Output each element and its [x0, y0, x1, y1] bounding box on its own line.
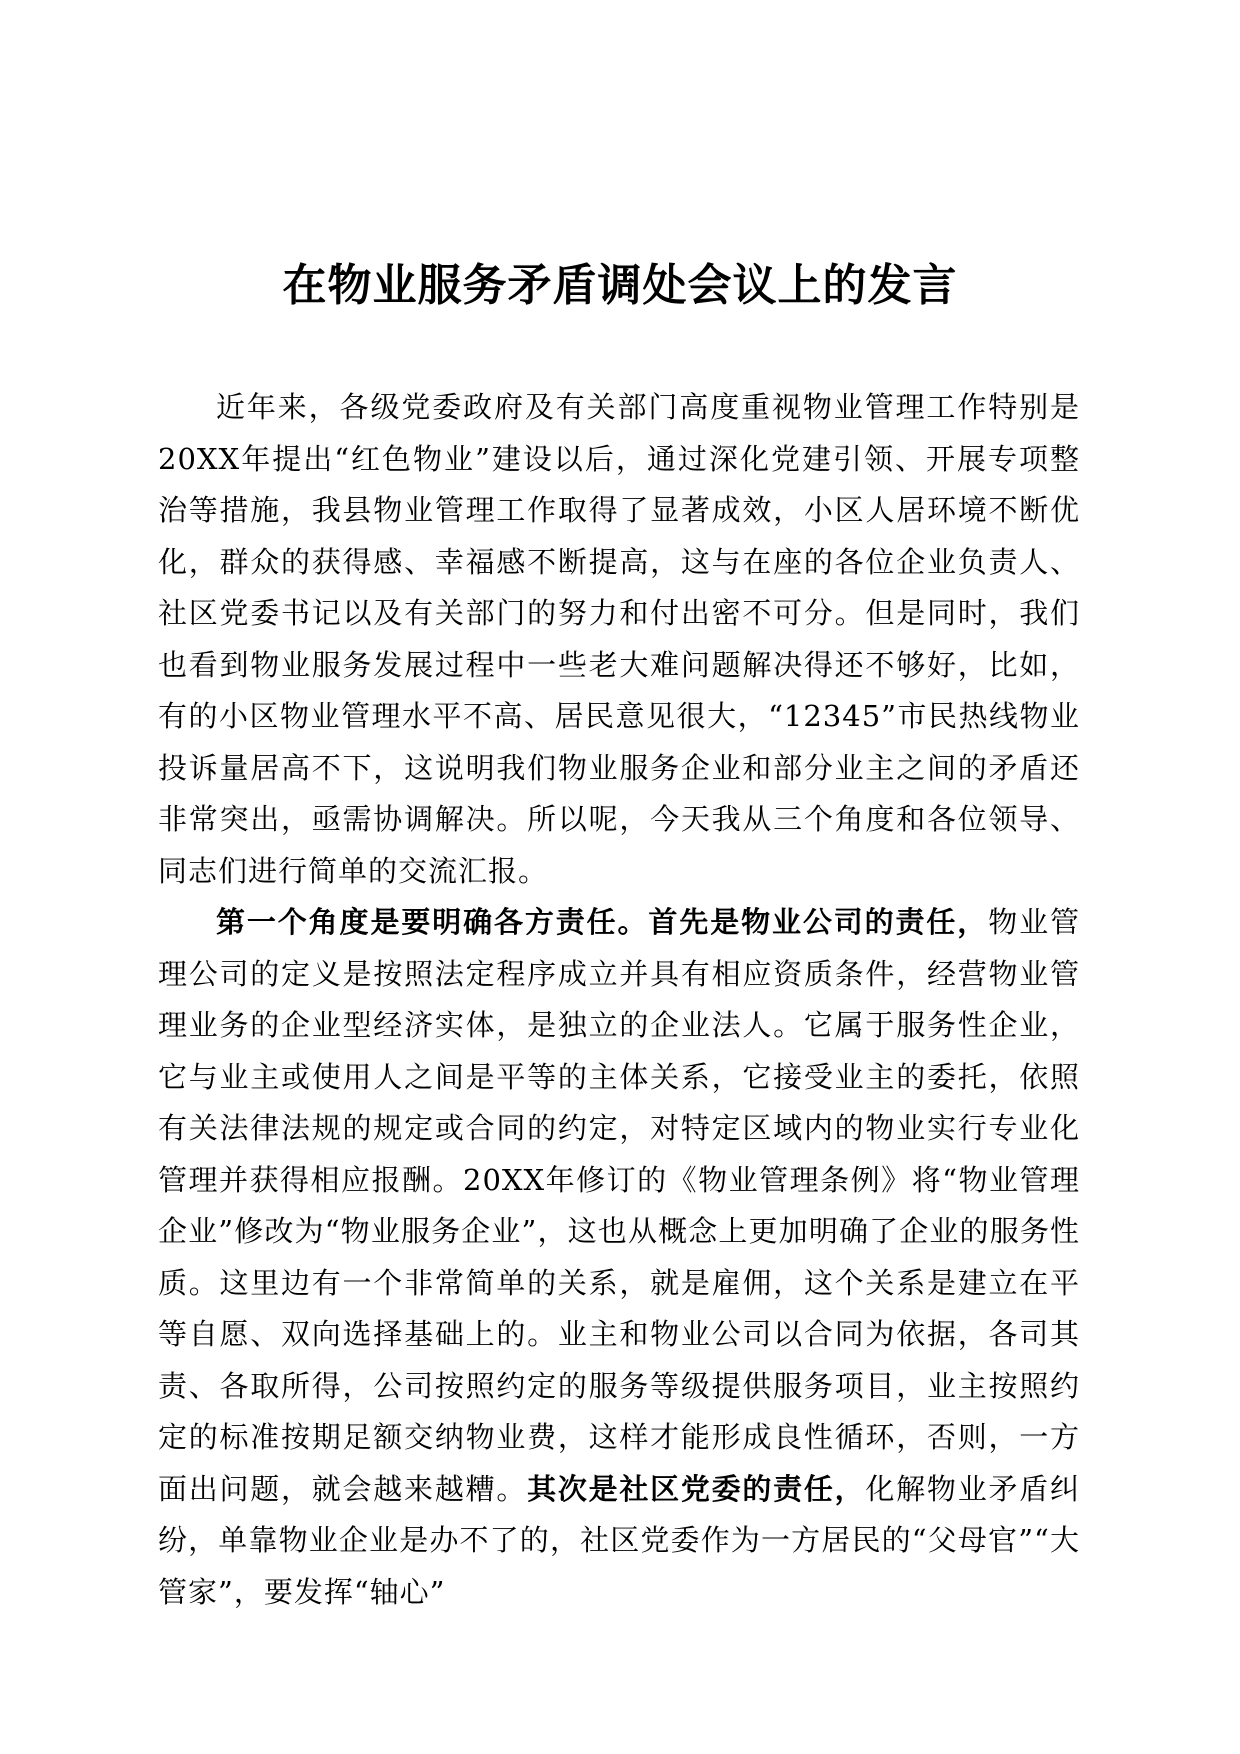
- document-title: 在物业服务矛盾调处会议上的发言: [282, 260, 958, 311]
- document-body: [158, 382, 1080, 1618]
- paragraph-intro: 近年来，各级党委政府及有关部门高度重视物业管理工作特别是20XX年提出“红色物业”建设以后，通过深化党建引领、开展专项整治等措施，我县物业管理工作取得了显著成效，小区人居环境不断优化，群众的获得感、幸福感不断提高，这与在座的各位企业负责人、社区党委书记以及有关部门的努力和付出密不可分。但是同时，我们也看到物业服务发展过程中一些老大难问题解决得还不够好，比如，有的小区物业管理水平不高、居民意见很大，“12345”市民热线物业投诉量居高不下，这说明我们物业服务企业和部分业主之间的矛盾还非常突出，亟需协调解决。所以呢，今天我从三个角度和各位领导、同志们进行简单的交流汇报。: [158, 390, 1080, 888]
- paragraph-subheading: 其次是社区党委的责任，: [527, 1471, 866, 1506]
- paragraph-text: 物业管理公司的定义是按照法定程序成立并具有相应资质条件，经营物业管理业务的企业型经济实体，是独立的企业法人。它属于服务性企业，它与业主或使用人之间是平等的主体关系，它接受业主的委托，依照有关法律法规的规定或合同的约定，对特定区域内的物业实行专业化管理并获得相应报酬。20XX年修订的《物业管理条例》将“物业管理企业”修改为“物业服务企业”，这也从概念上更加明确了企业的服务性质。这里边有一个非常简单的关系，就是雇佣，这个关系是建立在平等自愿、双向选择基础上的。业主和物业公司以合同为依据，各司其责、各取所得，公司按照约定的服务等级提供服务项目，业主按照约定的标准按期足额交纳物业费，这样才能形成良性循环，否则，一方面出问题，就会越来越糟。: [158, 905, 1080, 1506]
- paragraph-heading: 第一个角度是要明确各方责任。首先是物业公司的责任，: [216, 905, 989, 939]
- paragraph-text-continued: 化解物业矛盾纠纷，单靠物业企业是办不了的，社区党委作为一方居民的“父母官”“大管家”，要发挥“轴心”: [158, 1471, 1080, 1609]
- paragraph-first-angle: [158, 897, 1080, 1618]
